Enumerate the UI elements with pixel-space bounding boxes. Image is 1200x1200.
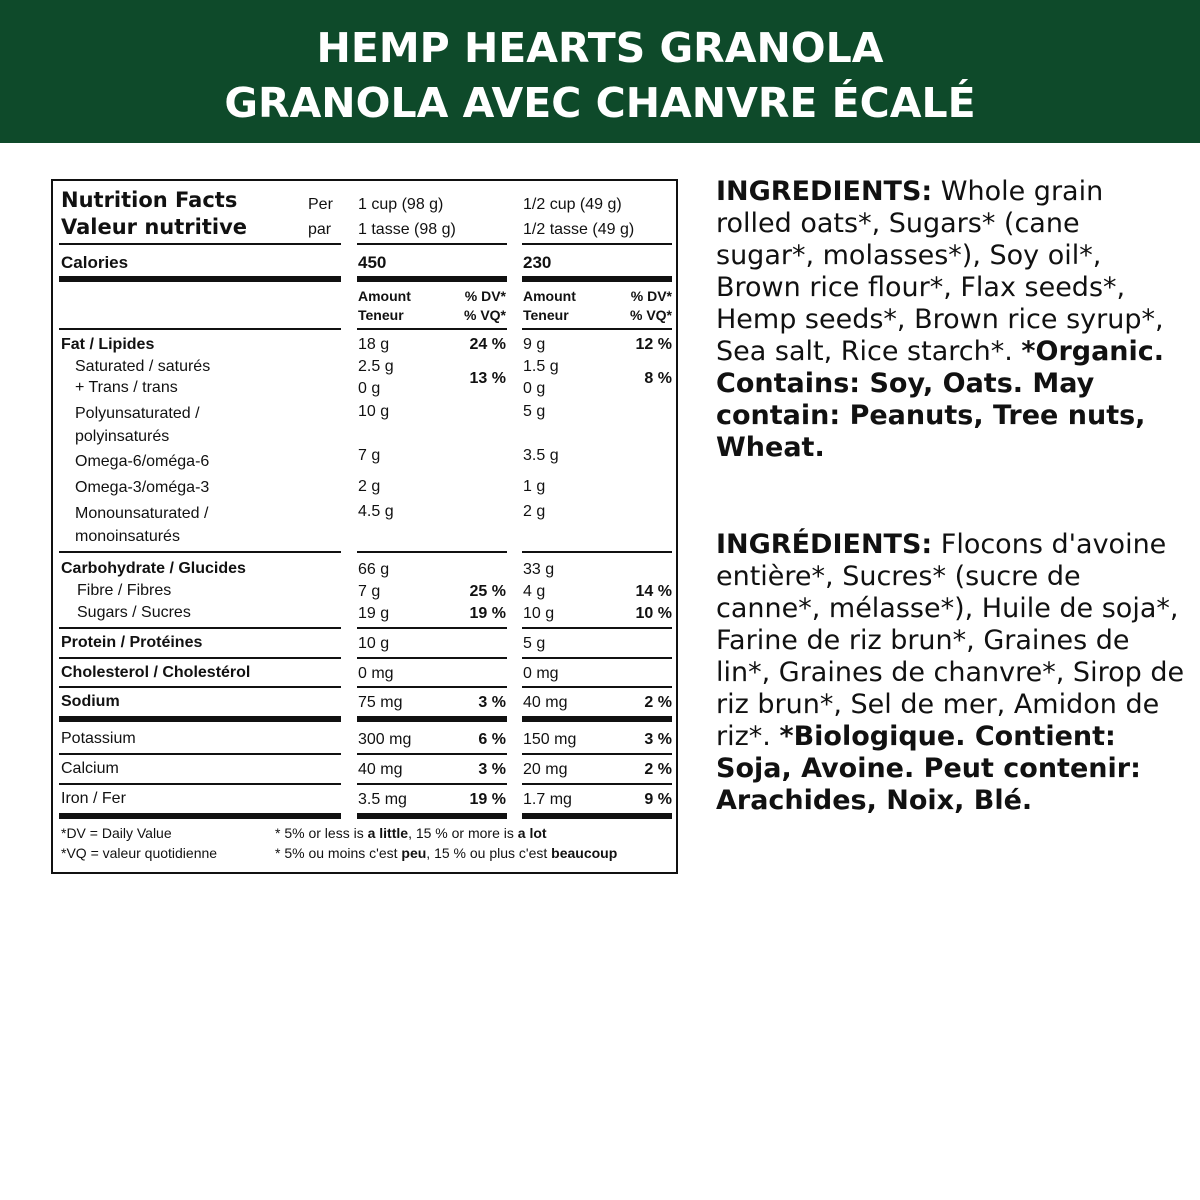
serving1-fr: 1 tasse (98 g) [358, 221, 456, 238]
omega6-label: Omega-6/oméga-6 [75, 453, 210, 470]
dv-guide-fr: * 5% ou moins c'est peu, 15 % ou plus c'est beaucoup [275, 845, 618, 861]
potassium-amount-1: 300 mg [358, 731, 412, 748]
sugars-dv-1: 19 % [469, 605, 506, 622]
amount-fr-1: Teneur [358, 307, 404, 323]
iron-label: Iron / Fer [61, 790, 126, 807]
calcium-label: Calcium [61, 760, 119, 777]
divider [59, 551, 341, 553]
divider [357, 753, 507, 755]
divider [522, 328, 672, 330]
cholesterol-label: Cholesterol / Cholestérol [61, 664, 251, 681]
serving2-en: 1/2 cup (49 g) [523, 196, 622, 213]
sat-trans-dv-1: 13 % [469, 370, 506, 387]
ingredients-en-allergens: *Organic. Contains: Soy, Oats. May contain: Peanuts, Tree nuts, Wheat. [716, 336, 1165, 463]
fibre-label: Fibre / Fibres [77, 582, 172, 599]
iron-amount-2: 1.7 mg [523, 791, 572, 808]
protein-amount-2: 5 g [523, 635, 546, 652]
divider [59, 243, 341, 245]
sodium-dv-2: 2 % [644, 694, 672, 711]
divider [522, 686, 672, 688]
amount-en-1: Amount [358, 288, 411, 304]
calories-label: Calories [61, 253, 129, 272]
poly-amount-2: 5 g [523, 403, 546, 420]
divider [357, 783, 507, 785]
sugars-dv-2: 10 % [635, 605, 672, 622]
fibre-dv-2: 14 % [635, 583, 672, 600]
thick-divider [522, 813, 672, 819]
sugars-amount-2: 10 g [523, 605, 555, 622]
poly-label-2: polyinsaturés [75, 428, 170, 445]
calories-value-2: 230 [523, 253, 552, 272]
carb-label: Carbohydrate / Glucides [61, 560, 246, 577]
omega6-amount-1: 7 g [358, 447, 381, 464]
divider [59, 686, 341, 688]
saturated-amount-1: 2.5 g [358, 358, 394, 375]
dv-definition: *DV = Daily Value [61, 825, 172, 841]
trans-amount-1: 0 g [358, 380, 381, 397]
divider [522, 627, 672, 629]
fibre-amount-1: 7 g [358, 583, 381, 600]
divider [522, 551, 672, 553]
carb-amount-1: 66 g [358, 561, 390, 578]
nutrition-facts-table [51, 179, 678, 874]
saturated-label: Saturated / saturés [75, 358, 211, 375]
potassium-dv-1: 6 % [478, 731, 506, 748]
fibre-dv-1: 25 % [469, 583, 506, 600]
thick-divider [357, 813, 507, 819]
dv-guide-en: * 5% or less is a little, 15 % or more is a lot [275, 825, 547, 841]
calories-value-1: 450 [358, 253, 387, 272]
fat-amount-2: 9 g [523, 336, 546, 353]
protein-label: Protein / Protéines [61, 634, 203, 651]
cholesterol-amount-1: 0 mg [358, 665, 394, 682]
dv-header-en-1: % DV* [464, 288, 506, 304]
iron-amount-1: 3.5 mg [358, 791, 407, 808]
nutrition-title-en: Nutrition Facts [61, 188, 238, 212]
calcium-dv-2: 2 % [644, 761, 672, 778]
divider [357, 243, 507, 245]
divider [357, 328, 507, 330]
divider [522, 783, 672, 785]
thick-divider [59, 276, 341, 282]
ingredients-en-text: Whole grain rolled oats*, Sugars* (cane sugar*, molasses*), Soy oil*, Brown rice flour*, Flax seeds*, Hemp seeds*, Brown rice syrup*, Sea salt, Rice starch*. [716, 176, 1164, 367]
divider [59, 657, 341, 659]
ingredients-en-label: INGREDIENTS: [716, 176, 933, 207]
product-title-fr: GRANOLA AVEC CHANVRE ÉCALÉ [224, 79, 976, 127]
iron-dv-2: 9 % [644, 791, 672, 808]
thick-divider [59, 813, 341, 819]
product-title-en: HEMP HEARTS GRANOLA [316, 24, 884, 72]
sat-trans-dv-2: 8 % [644, 370, 672, 387]
calcium-dv-1: 3 % [478, 761, 506, 778]
dv-header-fr-1: % VQ* [463, 307, 506, 323]
mono-amount-1: 4.5 g [358, 503, 394, 520]
carb-amount-2: 33 g [523, 561, 555, 578]
sugars-amount-1: 19 g [358, 605, 390, 622]
divider [522, 657, 672, 659]
sodium-dv-1: 3 % [478, 694, 506, 711]
saturated-amount-2: 1.5 g [523, 358, 559, 375]
mono-amount-2: 2 g [523, 503, 546, 520]
divider [59, 328, 341, 330]
divider [522, 243, 672, 245]
divider [357, 551, 507, 553]
omega6-amount-2: 3.5 g [523, 447, 559, 464]
serving2-fr: 1/2 tasse (49 g) [523, 221, 635, 238]
fat-label: Fat / Lipides [61, 336, 155, 353]
trans-amount-2: 0 g [523, 380, 546, 397]
vq-definition: *VQ = valeur quotidienne [61, 845, 218, 861]
calcium-amount-1: 40 mg [358, 761, 403, 778]
thick-divider [522, 276, 672, 282]
calcium-amount-2: 20 mg [523, 761, 568, 778]
sugars-label: Sugars / Sucres [77, 604, 191, 621]
divider [357, 627, 507, 629]
protein-amount-1: 10 g [358, 635, 390, 652]
serving1-en: 1 cup (98 g) [358, 196, 444, 213]
divider [59, 753, 341, 755]
trans-label: + Trans / trans [75, 379, 178, 396]
amount-en-2: Amount [523, 288, 576, 304]
sodium-amount-1: 75 mg [358, 694, 403, 711]
divider [357, 657, 507, 659]
poly-amount-1: 10 g [358, 403, 390, 420]
ingredients-en [716, 176, 1186, 464]
ingredients-fr-text: Flocons d'avoine entière*, Sucres* (sucre de canne*, mélasse*), Huile de soja*, Farine de riz brun*, Graines de lin*, Graines de chanvre*, Sirop de riz brun*, Sel de mer, Amidon de riz*. [716, 529, 1185, 752]
fat-amount-1: 18 g [358, 336, 390, 353]
divider [59, 627, 341, 629]
cholesterol-amount-2: 0 mg [523, 665, 559, 682]
omega3-label: Omega-3/oméga-3 [75, 479, 210, 496]
omega3-amount-1: 2 g [358, 478, 381, 495]
fat-dv-2: 12 % [635, 336, 672, 353]
thick-divider [357, 276, 507, 282]
omega3-amount-2: 1 g [523, 478, 546, 495]
fat-dv-1: 24 % [469, 336, 506, 353]
dv-header-en-2: % DV* [630, 288, 672, 304]
ingredients-fr-label: INGRÉDIENTS: [716, 529, 933, 560]
potassium-amount-2: 150 mg [523, 731, 577, 748]
ingredients-fr [716, 529, 1186, 817]
title-banner [0, 0, 1200, 143]
divider [522, 753, 672, 755]
dv-header-fr-2: % VQ* [629, 307, 672, 323]
divider [357, 686, 507, 688]
ingredients-fr-allergens: *Biologique. Contient: Soja, Avoine. Peut contenir: Arachides, Noix, Blé. [716, 721, 1141, 816]
thick-divider [59, 716, 341, 722]
thick-divider [522, 716, 672, 722]
potassium-label: Potassium [61, 730, 136, 747]
iron-dv-1: 19 % [469, 791, 506, 808]
divider [59, 783, 341, 785]
sodium-amount-2: 40 mg [523, 694, 568, 711]
potassium-dv-2: 3 % [644, 731, 672, 748]
amount-fr-2: Teneur [523, 307, 569, 323]
per-en: Per [308, 196, 333, 213]
nutrition-title-fr: Valeur nutritive [61, 215, 247, 239]
per-fr: par [308, 221, 332, 238]
mono-label-2: monoinsaturés [75, 528, 180, 545]
thick-divider [357, 716, 507, 722]
mono-label-1: Monounsaturated / [75, 505, 209, 522]
poly-label-1: Polyunsaturated / [75, 405, 200, 422]
fibre-amount-2: 4 g [523, 583, 546, 600]
sodium-label: Sodium [61, 693, 120, 710]
